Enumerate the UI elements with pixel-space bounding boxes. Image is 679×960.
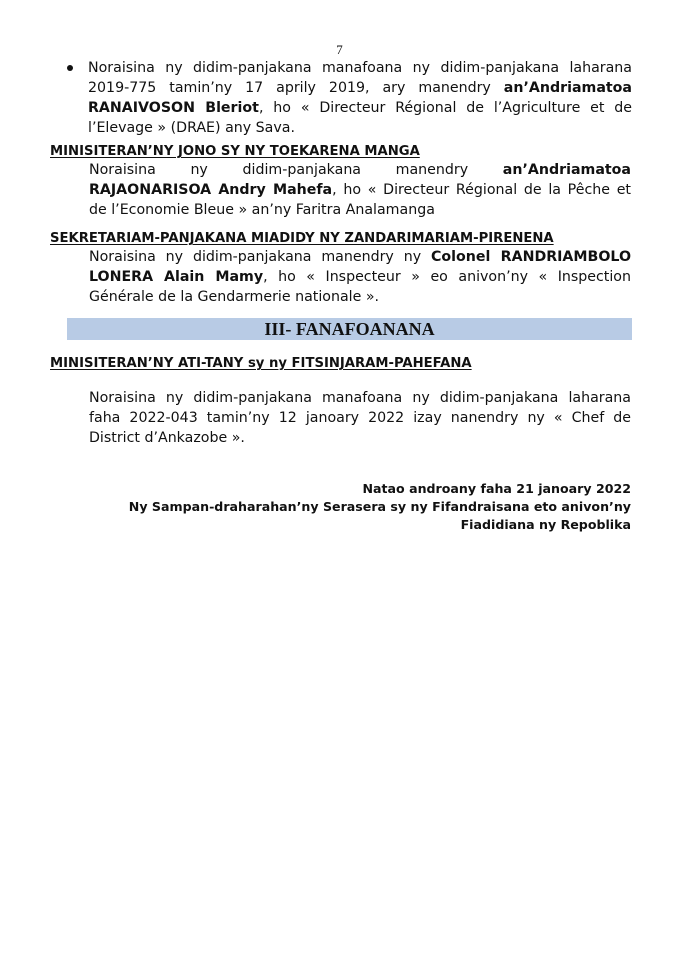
section-header-bar [67,318,632,340]
bullet-item [67,58,632,138]
paragraph-name-bold: an’Andriamatoa RAJAONARISOA Andry Mahefa [89,162,631,198]
bullet-icon [67,65,73,71]
paragraph-name-bold: Colonel RANDRIAMBOLO LONERA Alain Mamy [89,249,632,285]
paragraph-atitany: Noraisina ny didim-panjakana manafoana ny didim-panjakana laharana faha 2022-043 tamin’ny 12 janoary 2022 izay nanendry ny « Chef de District d’Ankazobe ». [89,390,631,446]
paragraph-text-part: , ho « Directeur Régional de la Pêche et de l’Economie Bleue » an’ny Faritra Analamanga [89,182,631,218]
paragraph-zandarimaria [89,247,631,307]
signature-office: Ny Sampan-draharahan’ny Serasera sy ny Fifandraisana eto anivon’ny [128,499,631,514]
bullet-text-part: Noraisina ny didim-panjakana manafoana ny didim-panjakana laharana 2019-775 tamin’ny 17 aprily 2019, ary manendry [88,60,632,96]
signature-block [129,480,631,534]
bullet-text-part: , ho « Directeur Régional de l’Agriculture et de l’Elevage » (DRAE) any Sava. [88,100,633,136]
signature-presidency: Fiadidiana ny Repoblika [460,517,631,532]
heading-zandarimaria: SEKRETARIAM-PANJAKANA MIADIDY NY ZANDARIMARIAM-PIRENENA [50,231,554,246]
section-title: III- FANAFOANANA [264,319,435,339]
paragraph-text-part: Noraisina ny didim-panjakana manendry ny [89,249,431,265]
heading-atitany: MINISITERAN’NY ATI-TANY sy ny FITSINJARAM-PAHEFANA [50,356,472,371]
heading-jono: MINISITERAN’NY JONO SY NY TOEKARENA MANGA [50,144,420,159]
page-number: 7 [336,42,343,57]
paragraph-text-part: , ho « Inspecteur » eo anivon’ny « Inspection Générale de la Gendarmerie nationale ». [89,269,631,305]
signature-date: Natao androany faha 21 janoary 2022 [362,481,631,496]
paragraph-text-part: Noraisina ny didim-panjakana manendry [89,162,503,178]
bullet-name-bold: an’Andriamatoa RANAIVOSON Bleriot [88,80,632,116]
bullet-paragraph [88,58,632,138]
paragraph-jono [89,160,631,220]
